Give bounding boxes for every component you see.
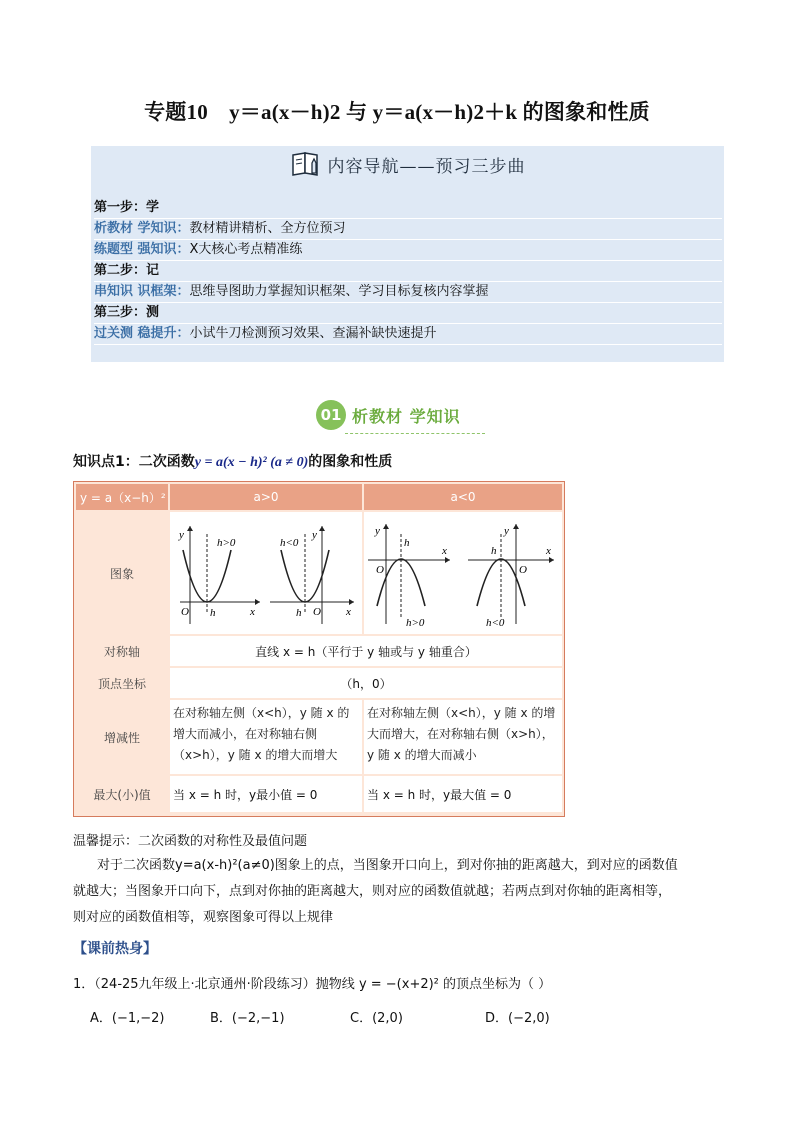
row-label-axis: 对称轴 <box>103 644 140 659</box>
row-label-vertex: 顶点坐标 <box>97 676 146 691</box>
svg-text:y: y <box>375 525 380 537</box>
svg-text:x: x <box>346 606 351 618</box>
book-hand-icon <box>290 149 324 179</box>
svg-text:h: h <box>296 607 302 619</box>
svg-text:y: y <box>312 529 317 541</box>
svg-text:h<0: h<0 <box>486 617 505 629</box>
extreme-a-positive: 当 x = h 时，y最小值 = 0 <box>170 776 362 812</box>
extreme-a-negative: 当 x = h 时，y最大值 = 0 <box>364 776 562 812</box>
guide-line-5: 串知识 识框架：思维导图助力掌握知识框架、学习目标复核内容掌握 <box>94 282 722 303</box>
guide-heading: 内容导航——预习三步曲 <box>327 156 526 177</box>
option-a: A．(−1,−2) <box>90 1011 165 1026</box>
axis-of-symmetry: 直线 x = h（平行于 y 轴或与 y 轴重合） <box>170 636 562 666</box>
question-1-stem: 1．（24-25九年级上·北京通州·阶段练习）抛物线 y = −(x+2)² 的顶点坐标为（ ） <box>73 977 552 992</box>
monotonic-a-positive: 在对称轴左侧（x<h），y 随 x 的 增大而减小，在对称轴右侧 （x>h），y 随 x 的增大而增大 <box>170 700 362 774</box>
content-guide-box <box>91 146 724 362</box>
tip-title: 温馨提示：二次函数的对称性及最值问题 <box>73 834 308 849</box>
tip-line-2: 就越大；当图象开口向下，点到对你抽的距离越大，则对应的函数值就越；若两点到对你轴的距离相等， <box>73 884 672 899</box>
guide-line-6: 第三步：测 <box>94 303 722 324</box>
svg-text:h>0: h>0 <box>406 617 425 629</box>
svg-text:O: O <box>181 606 189 618</box>
section-underline <box>345 433 485 434</box>
option-d: D．(−2,0) <box>485 1011 550 1026</box>
svg-text:O: O <box>519 564 527 576</box>
warmup-heading: 【课前热身】 <box>73 941 157 957</box>
section-label: 析教材 学知识 <box>352 406 461 426</box>
property-table <box>73 481 565 817</box>
header-function: y = a（x−h）² <box>76 484 168 510</box>
section-badge <box>316 400 461 430</box>
svg-text:h>0: h>0 <box>217 537 236 549</box>
graph-up-h-negative <box>270 526 354 624</box>
guide-line-3: 练题型 强知识：X大核心考点精准练 <box>94 240 722 261</box>
graphs-a-positive <box>170 512 362 634</box>
svg-text:O: O <box>376 564 384 576</box>
page-title: 专题10 y＝a(x－h)2 与 y＝a(x－h)2＋k 的图象和性质 <box>144 100 650 124</box>
svg-text:x: x <box>442 545 447 557</box>
svg-text:h: h <box>491 545 497 557</box>
svg-text:h: h <box>404 537 410 549</box>
svg-text:O: O <box>313 606 321 618</box>
section-number: 01 <box>316 400 346 430</box>
row-label-extreme: 最大(小)值 <box>93 787 151 802</box>
option-c: C．(2,0) <box>350 1011 403 1026</box>
svg-text:y: y <box>179 529 184 541</box>
svg-text:x: x <box>250 606 255 618</box>
svg-text:h<0: h<0 <box>280 537 299 549</box>
graphs-a-negative <box>364 512 562 634</box>
svg-text:x: x <box>546 545 551 557</box>
knowledge-point-title: 知识点1：二次函数y = a(x − h)² (a ≠ 0)的图象和性质 <box>73 454 393 470</box>
option-b: B．(−2,−1) <box>210 1011 285 1026</box>
monotonic-a-negative: 在对称轴左侧（x<h），y 随 x 的增 大而增大，在对称轴右侧（x>h）， y 随 x 的增大而减小 <box>364 700 562 774</box>
guide-line-1: 第一步：学 <box>94 198 722 219</box>
downward-parabola-graphs <box>364 512 562 634</box>
header-a-positive: a>0 <box>170 484 362 510</box>
svg-text:h: h <box>210 607 216 619</box>
upward-parabola-graphs <box>170 512 362 634</box>
guide-line-4: 第二步：记 <box>94 261 722 282</box>
row-label-graph: 图象 <box>109 566 134 581</box>
row-label-monotonic: 增减性 <box>103 730 140 745</box>
vertex-coordinates: （h，0） <box>170 668 562 698</box>
svg-text:y: y <box>504 525 509 537</box>
tip-line-1: 对于二次函数y=a(x-h)²(a≠0)图象上的点，当图象开口向上，到对你抽的距离越大，到对应的函数值 <box>97 858 678 873</box>
tip-line-3: 则对应的函数值相等，观察图象可得以上规律 <box>73 910 334 925</box>
guide-line-2: 析教材 学知识：教材精讲精析、全方位预习 <box>94 219 722 240</box>
guide-line-7: 过关测 稳提升：小试牛刀检测预习效果、查漏补缺快速提升 <box>94 324 722 345</box>
graph-down-h-positive <box>368 524 450 629</box>
graph-up-h-positive <box>178 526 260 624</box>
header-a-negative: a<0 <box>364 484 562 510</box>
graph-down-h-negative <box>468 524 554 629</box>
